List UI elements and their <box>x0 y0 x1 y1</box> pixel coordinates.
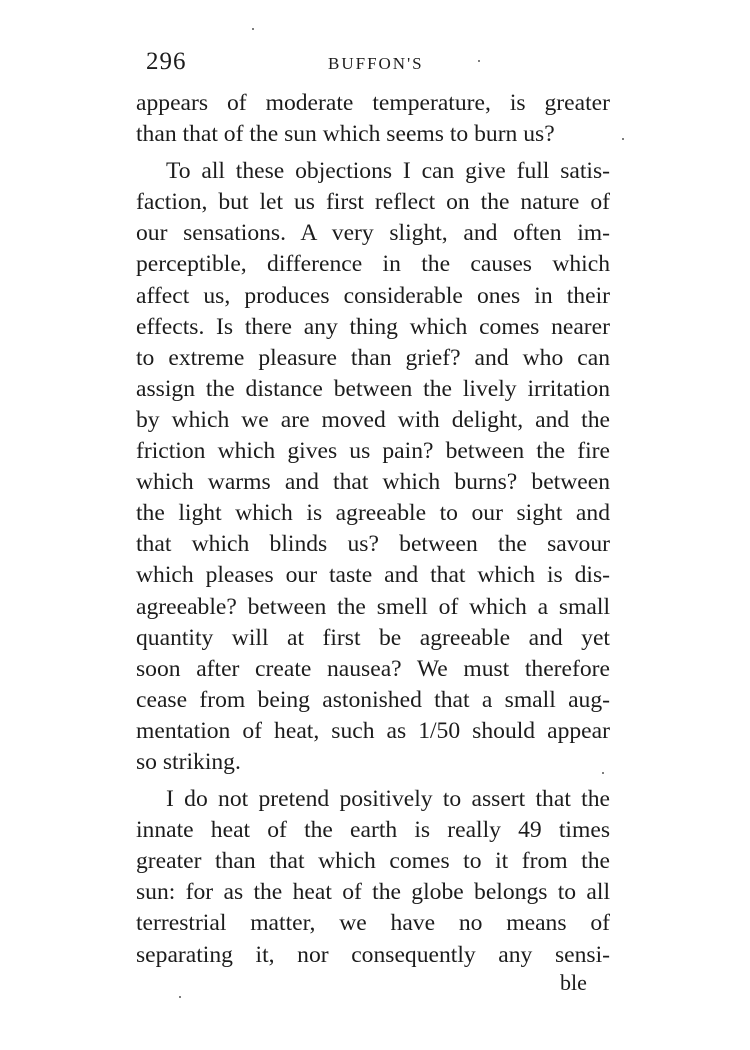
catchword: ble <box>560 970 587 995</box>
text-line: effects. Is there any thing which comes nearer <box>136 313 610 340</box>
scan-speck <box>622 138 624 140</box>
text-line: affect us, produces considerable ones in their <box>136 282 610 309</box>
text-line: than that of the sun which seems to burn us? <box>136 121 555 148</box>
text-line: appears of moderate temperature, is greater <box>136 90 610 116</box>
text-line: greater than that which comes to it from the <box>136 848 610 875</box>
scan-speck <box>478 60 480 62</box>
text-line: agreeable? between the smell of which a small <box>136 593 610 620</box>
text-line: quantity will at first be agreeable and yet <box>136 624 610 651</box>
running-head: BUFFON'S <box>328 54 424 73</box>
text-line: soon after create nausea? We must therefore <box>136 655 610 682</box>
page-number: 296 <box>146 48 187 75</box>
scan-speck <box>179 996 181 998</box>
paragraph <box>136 88 610 150</box>
text-line: cease from being astonished that a small aug- <box>136 686 610 713</box>
text-line: perceptible, difference in the causes which <box>136 251 610 278</box>
text-line: mentation of heat, such as 1/50 should appear <box>136 717 610 744</box>
text-line: innate heat of the earth is really 49 times <box>136 817 610 844</box>
text-line: friction which gives us pain? between the fire <box>136 438 610 465</box>
paragraph <box>136 784 610 971</box>
text-line: so striking. <box>136 748 241 775</box>
text-line: I do not pretend positively to assert that the <box>166 786 610 813</box>
text-line: faction, but let us first reflect on the nature of <box>136 189 610 216</box>
scan-speck <box>602 772 604 774</box>
text-line: our sensations. A very slight, and often im- <box>136 220 610 247</box>
text-line: To all these objections I can give full satis- <box>166 158 610 185</box>
text-line: which warms and that which burns? between <box>136 469 610 496</box>
scan-speck <box>252 28 254 30</box>
text-line: sun: for as the heat of the globe belongs to all <box>136 879 610 906</box>
text-line: to extreme pleasure than grief? and who can <box>136 344 610 371</box>
text-line: the light which is agreeable to our sight and <box>136 500 610 527</box>
text-line: separating it, nor consequently any sensi- <box>136 941 610 968</box>
text-line: assign the distance between the lively irritation <box>136 375 610 402</box>
page-header <box>140 48 615 78</box>
text-line: by which we are moved with delight, and the <box>136 406 610 433</box>
paragraph <box>136 156 610 778</box>
text-line: which pleases our taste and that which is dis- <box>136 562 610 589</box>
text-line: terrestrial matter, we have no means of <box>136 910 610 937</box>
body-text <box>136 88 610 971</box>
text-line: that which blinds us? between the savour <box>136 531 610 558</box>
